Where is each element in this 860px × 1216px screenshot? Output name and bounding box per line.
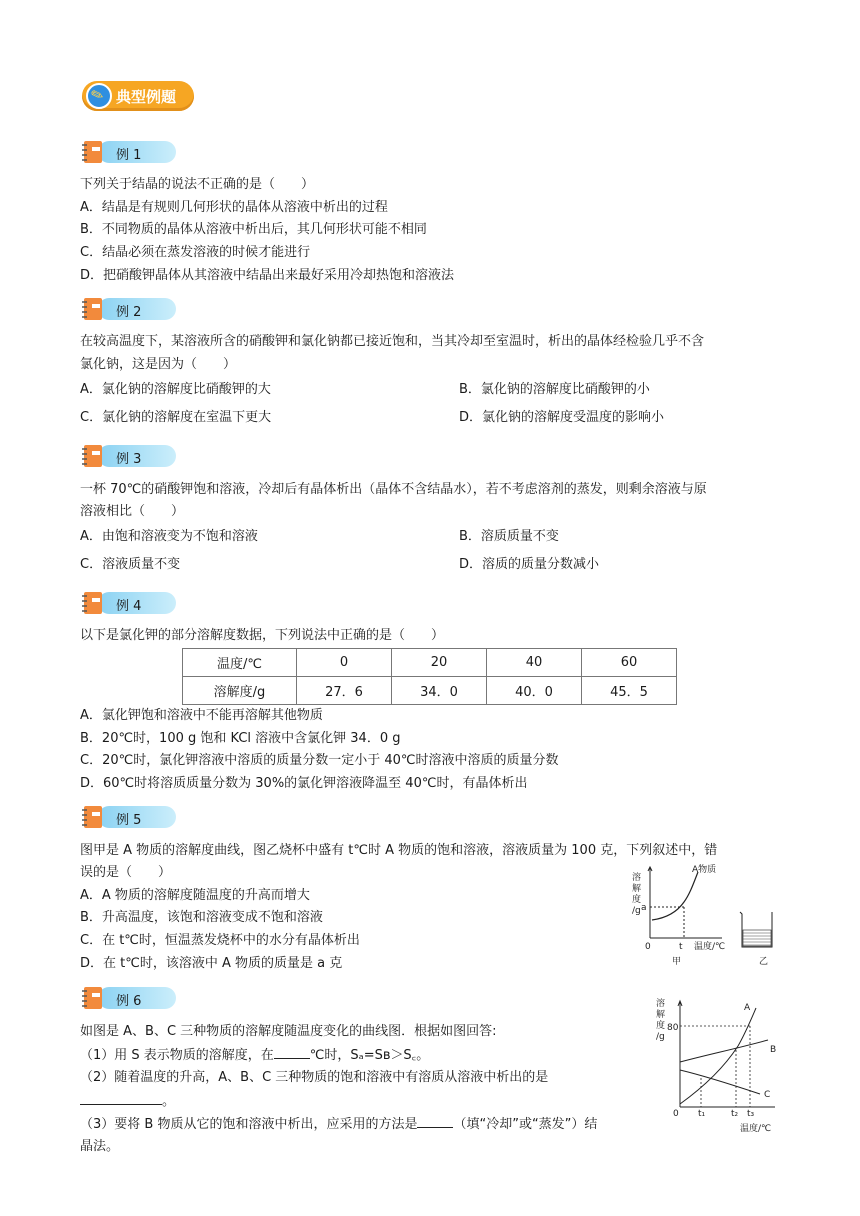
example-1-option-d: D．把硝酸钾晶体从其溶液中结晶出来最好采用冷却热饱和溶液法 xyxy=(80,268,455,283)
curve-label-b: B xyxy=(770,1045,777,1055)
example-6-figure xyxy=(650,994,800,1136)
x-origin: 0 xyxy=(673,1109,679,1119)
example-1-option-a: A．结晶是有规则几何形状的晶体从溶液中析出的过程 xyxy=(80,200,388,215)
table-cell: 34．0 xyxy=(392,677,487,705)
answer-blank[interactable] xyxy=(274,1044,310,1059)
pencil-icon: ✎ xyxy=(86,83,112,109)
y-axis-label: /g xyxy=(656,1032,665,1042)
y-axis-label: 溶 xyxy=(656,999,666,1009)
example-2-option-d: D．氯化钠的溶解度受温度的影响小 xyxy=(459,410,665,425)
example-6-question-2-answer: 。 xyxy=(80,1090,175,1113)
curve-label-a: A xyxy=(744,1003,751,1013)
curve-label-c: C xyxy=(764,1090,771,1100)
example-1-option-c: C．结晶必须在蒸发溶液的时候才能进行 xyxy=(80,245,311,260)
curve-a xyxy=(652,872,698,920)
curve-b xyxy=(680,1040,768,1062)
example-2-stem-line1: 在较高温度下，某溶液所含的硝酸钾和氯化钠都已接近饱和，当其冷却至室温时，析出的晶体经检验几乎不含 xyxy=(80,334,705,349)
table-cell: 0 xyxy=(297,649,392,677)
example-2-option-a: A．氯化钠的溶解度比硝酸钾的大 xyxy=(80,382,271,397)
example-6-question-3-line2: 晶法。 xyxy=(80,1139,120,1154)
example-3-stem-line2: 溶液相比（ ） xyxy=(80,504,185,519)
x-axis-label: 温度/℃ xyxy=(740,1124,772,1134)
y-tick-a: a xyxy=(641,903,647,913)
example-3-option-c: C．溶液质量不变 xyxy=(80,557,181,572)
y-axis-label: 解 xyxy=(656,1010,666,1020)
x-tick-t2: t₂ xyxy=(731,1109,739,1119)
example-4-stem: 以下是氯化钾的部分溶解度数据，下列说法中正确的是（ ） xyxy=(80,628,445,643)
curve-a xyxy=(680,1008,756,1104)
curve-c xyxy=(680,1070,760,1094)
notebook-icon xyxy=(80,804,106,830)
example-5-stem-line2: 误的是（ ） xyxy=(80,865,172,880)
table-cell: 45．5 xyxy=(582,677,677,705)
y-axis-label: 度 xyxy=(656,1021,666,1031)
y-axis-label: /g xyxy=(632,906,641,916)
example-6-label: 例 6 xyxy=(116,994,142,1009)
notebook-icon xyxy=(80,443,106,469)
y-axis-label: 度 xyxy=(632,895,642,905)
example-6-question-1: （1）用 S 表示物质的溶解度，在 ℃时，Sₐ=Sʙ＞S꜀。 xyxy=(80,1044,429,1067)
example-3-stem-line1: 一杯 70℃的硝酸钾饱和溶液，冷却后有晶体析出（晶体不含结晶水），若不考虑溶剂的蒸发，则剩余溶液与原 xyxy=(80,482,707,497)
example-5-stem-line1: 图甲是 A 物质的溶解度曲线，图乙烧杯中盛有 t℃时 A 物质的饱和溶液，溶液质量为 100 克，下列叙述中，错 xyxy=(80,843,718,858)
example-2-label: 例 2 xyxy=(116,305,142,320)
example-1-option-b: B．不同物质的晶体从溶液中析出后，其几何形状可能不相同 xyxy=(80,222,427,237)
notebook-icon xyxy=(80,985,106,1011)
curve-label: A物质 xyxy=(692,865,717,875)
answer-blank[interactable] xyxy=(417,1113,453,1128)
example-4-option-c: C．20℃时，氯化钾溶液中溶质的质量分数一定小于 40℃时溶液中溶质的质量分数 xyxy=(80,753,559,768)
example-5-option-a: A．A 物质的溶解度随温度的升高而增大 xyxy=(80,888,310,903)
example-2-option-b: B．氯化钠的溶解度比硝酸钾的小 xyxy=(459,382,650,397)
x-tick-t3: t₃ xyxy=(747,1109,755,1119)
example-2-option-c: C．氯化钠的溶解度在室温下更大 xyxy=(80,410,272,425)
beaker-icon xyxy=(740,912,772,947)
example-6-question-2: （2）随着温度的升高，A、B、C 三种物质的饱和溶液中有溶质从溶液中析出的是 xyxy=(80,1070,549,1085)
table-row xyxy=(183,649,677,677)
example-1-label: 例 1 xyxy=(116,148,142,163)
table-cell: 60 xyxy=(582,649,677,677)
table-cell: 27．6 xyxy=(297,677,392,705)
table-cell: 溶解度/g xyxy=(183,677,297,705)
example-2-stem-line2: 氯化钠，这是因为（ ） xyxy=(80,357,237,372)
section-title: 典型例题 xyxy=(116,88,177,106)
example-5-label: 例 5 xyxy=(116,813,142,828)
table-cell: 温度/℃ xyxy=(183,649,297,677)
example-3-label: 例 3 xyxy=(116,452,142,467)
caption-yi: 乙 xyxy=(759,957,769,967)
example-4-option-b: B．20℃时，100 g 饱和 KCl 溶液中含氯化钾 34．0 g xyxy=(80,731,401,746)
x-origin: 0 xyxy=(645,942,651,952)
example-4-option-a: A．氯化钾饱和溶液中不能再溶解其他物质 xyxy=(80,708,323,723)
table-cell: 20 xyxy=(392,649,487,677)
example-6-question-3: （3）要将 B 物质从它的饱和溶液中析出，应采用的方法是 （填“冷却”或“蒸发”）结 xyxy=(80,1113,597,1136)
example-4-option-d: D．60℃时将溶质质量分数为 30%的氯化钾溶液降温至 40℃时，有晶体析出 xyxy=(80,776,528,791)
section-title-banner xyxy=(82,81,194,111)
example-3-option-a: A．由饱和溶液变为不饱和溶液 xyxy=(80,529,258,544)
example-6-stem: 如图是 A、B、C 三种物质的溶解度随温度变化的曲线图．根据如图回答: xyxy=(80,1024,497,1039)
table-row xyxy=(183,677,677,705)
solubility-table xyxy=(182,648,677,705)
table-cell: 40．0 xyxy=(487,677,582,705)
example-3-option-b: B．溶质质量不变 xyxy=(459,529,559,544)
y-axis-label: 溶 xyxy=(632,873,642,883)
x-tick-t: t xyxy=(679,942,683,952)
notebook-icon xyxy=(80,139,106,165)
example-5-option-b: B．升高温度，该饱和溶液变成不饱和溶液 xyxy=(80,910,323,925)
notebook-icon xyxy=(80,296,106,322)
example-1-stem: 下列关于结晶的说法不正确的是（ ） xyxy=(80,177,315,192)
y-axis-label: 解 xyxy=(632,884,642,894)
example-5-figure xyxy=(622,860,792,970)
example-5-option-d: D．在 t℃时，该溶液中 A 物质的质量是 a 克 xyxy=(80,956,343,971)
answer-blank[interactable] xyxy=(80,1090,162,1105)
table-cell: 40 xyxy=(487,649,582,677)
example-5-option-c: C．在 t℃时，恒温蒸发烧杯中的水分有晶体析出 xyxy=(80,933,360,948)
x-axis-label: 温度/℃ xyxy=(694,942,726,952)
example-4-label: 例 4 xyxy=(116,599,142,614)
y-tick-80: 80 xyxy=(667,1023,679,1033)
caption-jia: 甲 xyxy=(672,957,682,967)
example-3-option-d: D．溶质的质量分数减小 xyxy=(459,557,600,572)
notebook-icon xyxy=(80,590,106,616)
x-tick-t1: t₁ xyxy=(698,1109,706,1119)
